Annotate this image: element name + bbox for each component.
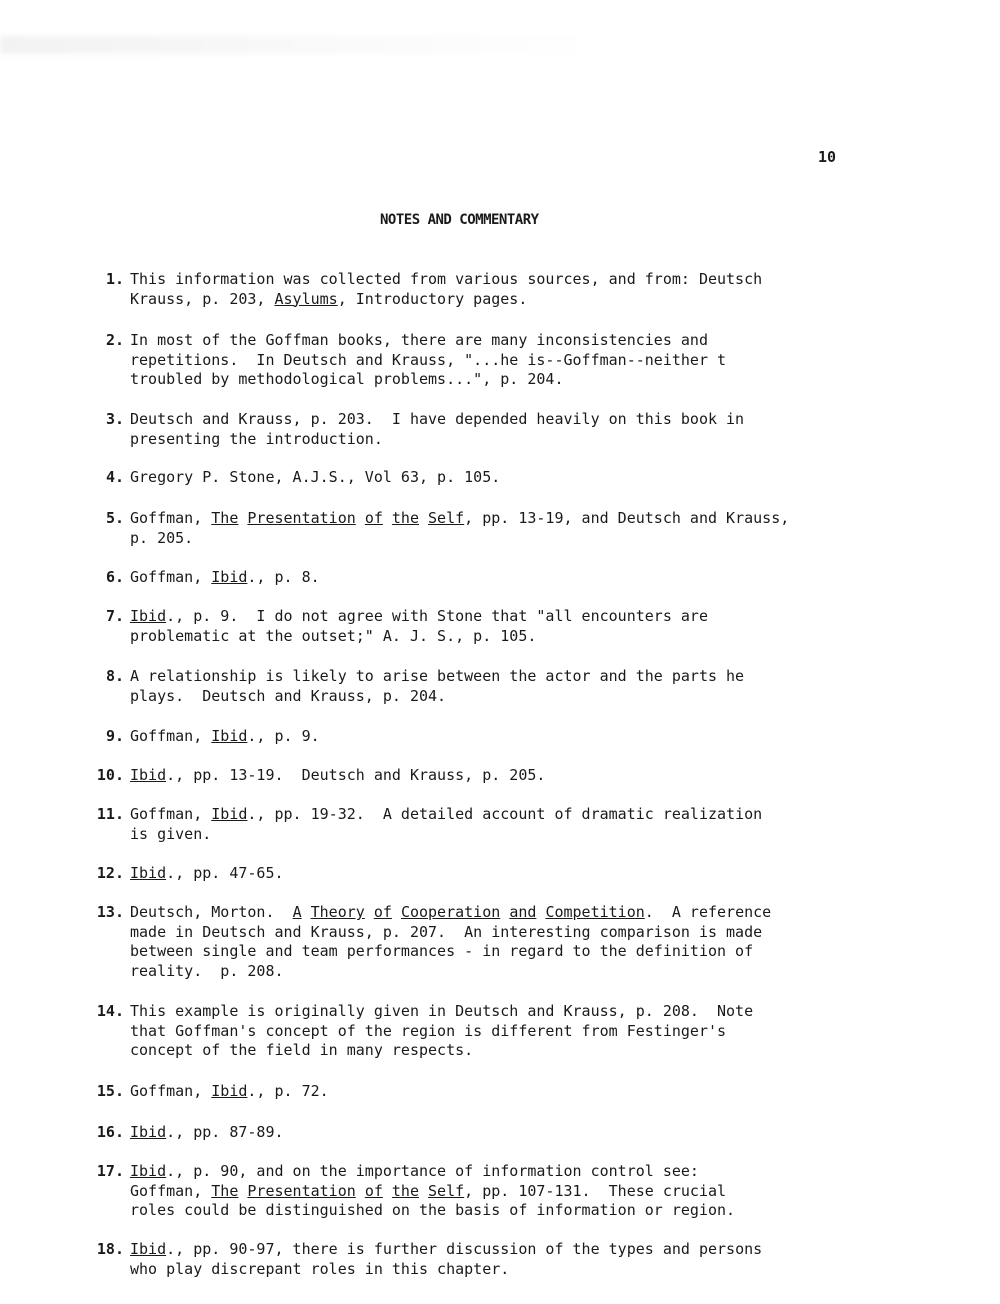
note-segment: repetitions. In Deutsch and Krauss, "...he is--Goffman--neither t bbox=[130, 350, 727, 369]
note-segment: Goffman, bbox=[130, 727, 212, 745]
note-text bbox=[130, 607, 875, 646]
underlined-title: Ibid bbox=[211, 568, 248, 586]
note-text bbox=[130, 410, 875, 449]
note-number: 2. bbox=[105, 331, 124, 349]
note-number: 16. bbox=[96, 1123, 124, 1141]
note-number: 3. bbox=[105, 410, 124, 428]
note-number: 7. bbox=[105, 607, 124, 625]
note-segment: ., p. 90, and on the importance of information control see: bbox=[166, 1162, 699, 1180]
note-segment: Goffman, bbox=[130, 805, 212, 823]
note-line bbox=[130, 270, 875, 290]
underlined-title: of bbox=[373, 903, 392, 921]
note-number: 10. bbox=[96, 766, 124, 784]
underlined-title: and bbox=[509, 903, 537, 921]
note-number: 1. bbox=[105, 270, 124, 288]
note-text bbox=[130, 1123, 875, 1143]
note-number: 6. bbox=[105, 568, 124, 586]
note-line bbox=[130, 1201, 875, 1221]
underlined-title: A bbox=[292, 903, 302, 921]
note-text bbox=[130, 331, 875, 390]
underlined-title: Ibid bbox=[130, 864, 167, 882]
note-segment bbox=[302, 903, 311, 921]
note-segment: Goffman, bbox=[130, 1082, 212, 1100]
note-text bbox=[130, 1240, 875, 1279]
note-segment: ., p. 9. bbox=[247, 727, 320, 745]
note-segment: , pp. 107-131. These crucial bbox=[464, 1181, 727, 1200]
note-segment: between single and team performances - in regard to the definition of bbox=[130, 942, 754, 960]
note-segment: A relationship is likely to arise between the actor and the parts he bbox=[130, 667, 745, 685]
note-segment: ., p. 9. I do not agree with Stone that "all encounters are bbox=[166, 607, 708, 625]
underlined-title: of bbox=[364, 509, 383, 527]
note-segment: that Goffman's concept of the region is different from Festinger's bbox=[130, 1021, 727, 1040]
note-line bbox=[130, 805, 875, 825]
note-text bbox=[130, 270, 875, 309]
note-segment: Goffman, bbox=[130, 568, 212, 586]
underlined-title: Ibid bbox=[211, 1082, 248, 1100]
note-number: 4. bbox=[105, 468, 124, 486]
note-line bbox=[130, 1162, 875, 1182]
scan-smudge bbox=[0, 36, 600, 54]
underlined-title: Self bbox=[428, 509, 465, 527]
underlined-title: Self bbox=[428, 1181, 465, 1200]
underlined-title: Competition bbox=[545, 903, 645, 921]
note-line bbox=[130, 923, 875, 943]
note-segment bbox=[356, 509, 365, 527]
note-text bbox=[130, 468, 875, 488]
note-segment bbox=[356, 1182, 365, 1200]
section-heading: NOTES AND COMMENTARY bbox=[380, 212, 539, 228]
note-line bbox=[130, 1022, 875, 1042]
note-line bbox=[130, 1002, 875, 1022]
note-text bbox=[130, 1162, 875, 1221]
note-line bbox=[130, 727, 875, 747]
underlined-title: Ibid bbox=[130, 1123, 167, 1141]
note-number: 17. bbox=[96, 1162, 124, 1180]
note-text bbox=[130, 568, 875, 588]
note-line bbox=[130, 942, 875, 962]
note-segment: ., pp. 19-32. A detailed account of dramatic realization bbox=[247, 805, 763, 823]
note-segment: Deutsch, Morton. bbox=[130, 903, 293, 921]
note-segment: ., pp. 47-65. bbox=[166, 864, 284, 882]
note-text bbox=[130, 766, 875, 786]
note-line bbox=[130, 1182, 875, 1202]
note-line bbox=[130, 687, 875, 707]
underlined-title: Ibid bbox=[130, 1240, 167, 1258]
note-line bbox=[130, 468, 875, 488]
note-segment: This information was collected from various sources, and from: Deutsch bbox=[130, 270, 763, 288]
note-segment: Deutsch and Krauss, p. 203. I have depended heavily on this book in bbox=[130, 410, 745, 428]
note-text bbox=[130, 805, 875, 844]
note-segment: ., pp. 90-97, there is further discussion of the types and persons bbox=[166, 1240, 763, 1258]
underlined-title: Ibid bbox=[211, 805, 248, 823]
underlined-title: The bbox=[211, 509, 239, 527]
underlined-title: Ibid bbox=[130, 607, 167, 625]
note-line bbox=[130, 1240, 875, 1260]
note-text bbox=[130, 727, 875, 747]
note-text bbox=[130, 903, 875, 981]
underlined-title: Asylums bbox=[274, 289, 338, 308]
note-segment: In most of the Goffman books, there are many inconsistencies and bbox=[130, 331, 708, 349]
note-segment: troubled by methodological problems...", p. 204. bbox=[130, 370, 564, 388]
note-line bbox=[130, 1082, 875, 1102]
underlined-title: Presentation bbox=[247, 1181, 356, 1200]
note-segment: Gregory P. Stone, A.J.S., Vol 63, p. 105. bbox=[130, 468, 501, 486]
note-line bbox=[130, 766, 875, 786]
note-line bbox=[130, 903, 875, 923]
note-line bbox=[130, 627, 875, 647]
underlined-title: Theory bbox=[310, 903, 365, 921]
note-text bbox=[130, 1002, 875, 1061]
note-segment bbox=[383, 1182, 392, 1200]
note-segment: who play discrepant roles in this chapter. bbox=[130, 1259, 510, 1278]
note-number: 18. bbox=[96, 1240, 124, 1258]
note-segment: reality. p. 208. bbox=[130, 961, 284, 980]
note-segment: , Introductory pages. bbox=[337, 289, 528, 308]
note-line bbox=[130, 529, 875, 549]
note-text bbox=[130, 667, 875, 706]
note-segment: made in Deutsch and Krauss, p. 207. An interesting comparison is made bbox=[130, 922, 763, 941]
note-segment bbox=[500, 903, 509, 921]
note-number: 8. bbox=[105, 667, 124, 685]
note-segment: ., p. 8. bbox=[247, 568, 320, 586]
note-segment: ., p. 72. bbox=[247, 1082, 329, 1100]
note-segment: is given. bbox=[130, 824, 212, 843]
note-line bbox=[130, 607, 875, 627]
note-text bbox=[130, 1082, 875, 1102]
note-line bbox=[130, 1260, 875, 1280]
underlined-title: the bbox=[391, 509, 419, 527]
underlined-title: the bbox=[391, 1181, 419, 1200]
note-segment: This example is originally given in Deutsch and Krauss, p. 208. Note bbox=[130, 1002, 754, 1020]
note-line bbox=[130, 962, 875, 982]
note-line bbox=[130, 410, 875, 430]
note-line bbox=[130, 1041, 875, 1061]
note-segment bbox=[419, 1182, 428, 1200]
note-segment: . A reference bbox=[644, 903, 772, 921]
note-line bbox=[130, 568, 875, 588]
note-segment: ., pp. 13-19. Deutsch and Krauss, p. 205. bbox=[166, 766, 546, 784]
note-number: 14. bbox=[96, 1002, 124, 1020]
underlined-title: of bbox=[364, 1181, 383, 1200]
underlined-title: The bbox=[211, 1181, 239, 1200]
note-line bbox=[130, 331, 875, 351]
note-segment: Krauss, p. 203, bbox=[130, 289, 275, 308]
note-segment: plays. Deutsch and Krauss, p. 204. bbox=[130, 686, 447, 705]
note-segment: problematic at the outset;" A. J. S., p. 105. bbox=[130, 626, 537, 645]
page-number: 10 bbox=[818, 148, 837, 166]
note-segment: roles could be distinguished on the basis of information or region. bbox=[130, 1201, 736, 1219]
note-line bbox=[130, 864, 875, 884]
note-segment bbox=[383, 509, 392, 527]
note-line bbox=[130, 290, 875, 310]
note-line bbox=[130, 370, 875, 390]
note-line bbox=[130, 509, 875, 529]
note-line bbox=[130, 825, 875, 845]
note-number: 13. bbox=[96, 903, 124, 921]
note-segment: Goffman, bbox=[130, 509, 212, 527]
underlined-title: Presentation bbox=[247, 509, 356, 527]
note-line bbox=[130, 351, 875, 371]
underlined-title: Ibid bbox=[130, 766, 167, 784]
note-line bbox=[130, 430, 875, 450]
note-number: 9. bbox=[105, 727, 124, 745]
note-segment: concept of the field in many respects. bbox=[130, 1041, 474, 1059]
note-segment: p. 205. bbox=[130, 528, 194, 547]
note-text bbox=[130, 864, 875, 884]
note-segment bbox=[392, 903, 401, 921]
note-line bbox=[130, 1123, 875, 1143]
note-segment: ., pp. 87-89. bbox=[166, 1123, 284, 1141]
underlined-title: Ibid bbox=[130, 1162, 167, 1180]
note-number: 5. bbox=[105, 509, 124, 527]
note-number: 15. bbox=[96, 1082, 124, 1100]
note-line bbox=[130, 667, 875, 687]
underlined-title: Cooperation bbox=[400, 903, 501, 921]
note-segment: Goffman, bbox=[130, 1181, 212, 1200]
note-segment: , pp. 13-19, and Deutsch and Krauss, bbox=[464, 509, 790, 527]
note-segment bbox=[419, 509, 428, 527]
underlined-title: Ibid bbox=[211, 727, 248, 745]
note-segment bbox=[365, 903, 374, 921]
note-number: 11. bbox=[96, 805, 124, 823]
note-number: 12. bbox=[96, 864, 124, 882]
note-text bbox=[130, 509, 875, 548]
note-segment: presenting the introduction. bbox=[130, 429, 383, 448]
